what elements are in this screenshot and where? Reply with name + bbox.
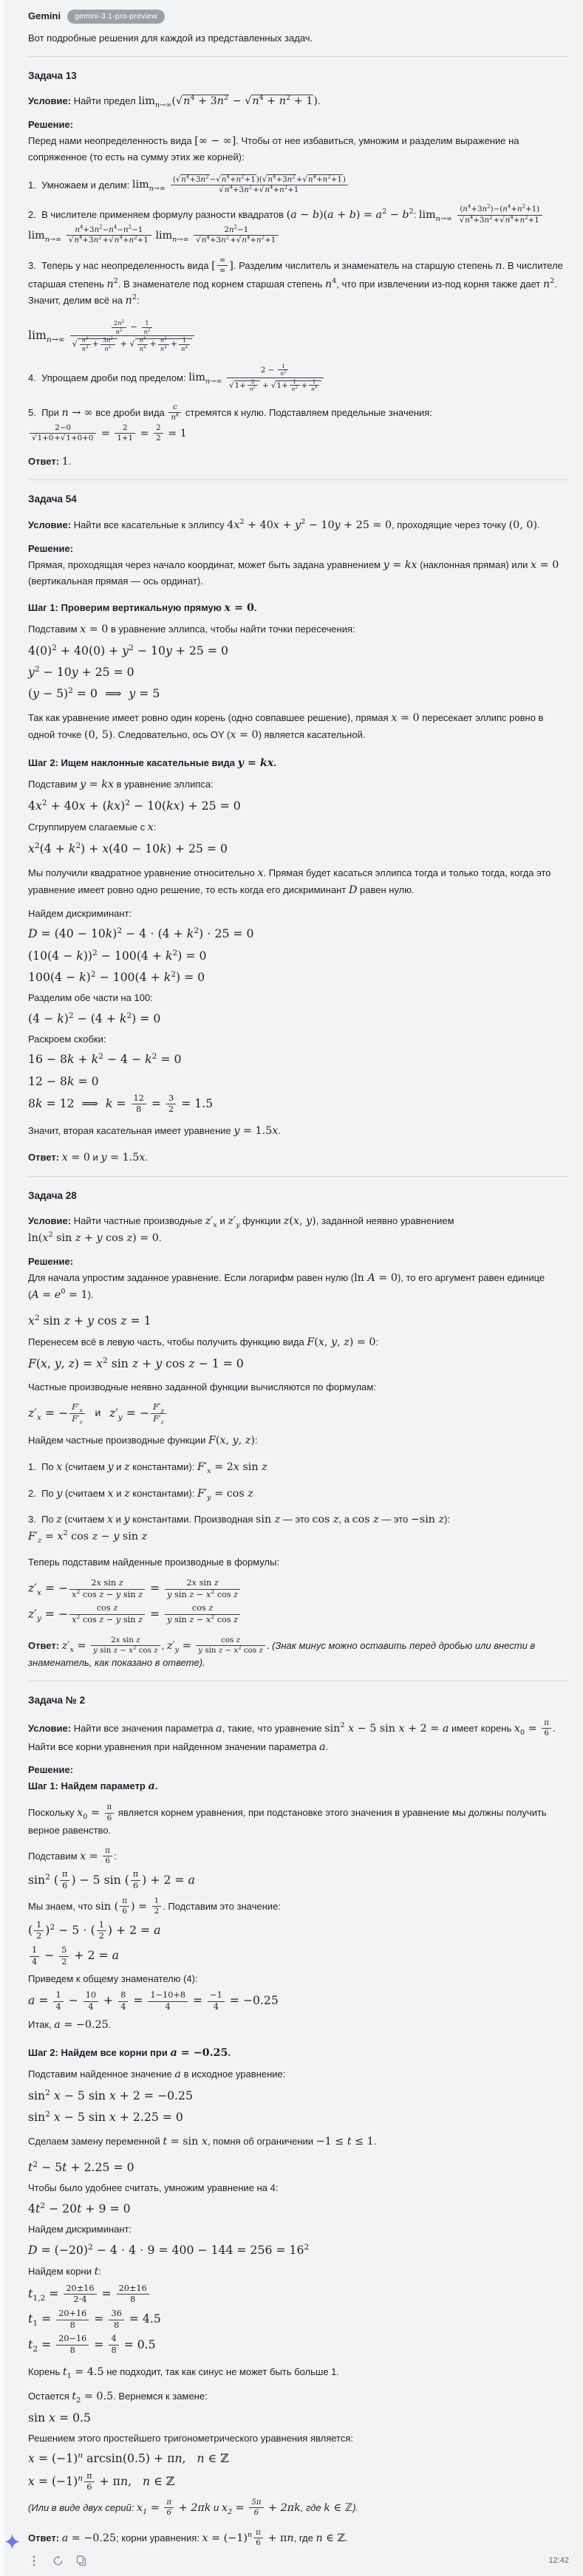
task-title: Задача № 2 [28, 1695, 86, 1706]
answer: Ответ: a = −0.25; корни уравнения: $x = (-1)^n$ $\frac{\pi}{6}$ + πn, где n ∈ ℤ. [28, 2527, 348, 2548]
condition: Условие: Найти все касательные к эллипсу $4x^2 + 40x + y^2 - 10y + 25 = 0$, проходящие через точку (0, 0). [28, 518, 540, 531]
intro-text: Вот подробные решения для каждой из представленных задач. [28, 32, 313, 44]
gemini-sparkle-icon [4, 2533, 21, 2550]
equation: $t_1$ = $\frac{20+16}{8}$ = $\frac{36}{8}$ = 4.5 [28, 2309, 161, 2330]
response-header [28, 9, 569, 24]
solution-intro: Решение: Шаг 1: Найдем параметр a. [28, 1764, 158, 1793]
paragraph: Подставим x = $\frac{\pi}{6}$ : [28, 1845, 117, 1866]
equation: $\frac{1}{4}$ − $\frac{5}{2}$ + 2 = a [28, 1945, 569, 1967]
section-divider [28, 1176, 569, 1177]
equation: $\lim_{n\to\infty}$ $\frac{2n^2}{n^2}$ − $\frac{1}{n^2}$ √ $\frac{n^4}{n^4}$ + $\frac{3n^2}{n^4}$ + √ $\frac{n^4}{n^4}$ + $\frac{n^2}{n^4}$ + $\frac{1}{n^4}$ [28, 319, 569, 352]
equation: $(4 - k)^2 - (4 + k^2) = 0$ [28, 1010, 161, 1025]
paragraph: Сгруппируем слагаемые с x: [28, 821, 157, 833]
solution-intro: Решение: Прямая, проходящая через начало координат, может быть задана уравнением y = kx (наклонная прямая) или x = 0 (вертикальная прямая — ось ординат). [28, 542, 559, 587]
equation: F(x, y, $z) = x^2$ sin z + y cos z − 1 = 0 [28, 1355, 244, 1370]
equation: $D = (-20)^2 - 4 \cdot 4 \cdot 9 = 400 - 144 = 256 = 16^2$ [28, 2241, 310, 2257]
app-name: Gemini [28, 10, 61, 21]
equation: $x^2$ sin z + y cos z = 1 [28, 1312, 151, 1328]
equation: $x = (-1)^n$ $\frac{\pi}{6}$ + πn, n ∈ ℤ [28, 2470, 175, 2493]
condition: Условие: Найти частные производные $z'_x$ и $z'_y$ функции z(x, y), заданной неявно уравнением $\ln(x^2$ sin z + y cos z) = 0. [28, 1215, 454, 1245]
equation: $D = (40 - 10k)^2 - 4 \cdot (4 + k^2) \cdot 25 = 0$ [28, 926, 254, 941]
paragraph: Мы знаем, что sin ( $\frac{\pi}{6}$ ) = $\frac{1}{2}$ . Подставим это значение: [28, 1896, 281, 1916]
step-heading: Шаг 1: Проверим вертикальную прямую x = 0. [28, 602, 257, 615]
task-title: Задача 54 [28, 493, 77, 505]
equation: $z'_y$ = − $\frac{\text{cos z}}{x^2 \cos z - y \sin z}$ = $\frac{\text{cos z}}{y \sin z - x^2 \cos z}$ [28, 1603, 569, 1625]
equation: $y^2 - 10y + 25 = 0$ [28, 663, 134, 680]
step-heading: Шаг 2: Ищем наклонные касательные вида y = kx. [28, 757, 276, 770]
list-item: 5. При n → ∞ все дроби вида $\frac{c}{n^k}$ стремятся к нулю. Подставляем предельные значения: 2−0 √ 1+0+ √ 1+0+0 = $\frac{2}{1+1}$ = $\frac{2}{2}$ = 1 [28, 403, 569, 444]
list-item: 4. Упрощаем дроби под пределом: $\lim_{n\to\infty}$ 2 − $\frac{1}{n^2}$ √ 1+ $\frac{3}{n^2}$ + √ 1+ $\frac{1}{n^2}$ + $\frac{1}{n^4}$ [28, 363, 569, 394]
list-item: 2. По y (считаем x и z константами): $F'_y = \cos z$ [28, 1487, 253, 1502]
answer: Ответ: $z'_x$ = $\frac{\text{2x sin z}}{y \sin z - x^2 \cos z}$ , $z'_y$ = $\frac{\text{cos z}}{y \sin z - x^2 \cos z}$ . (Знак минус можно оставить перед дробью или внести в знаменатель, как показано в ответе). [28, 1635, 536, 1669]
list-item: 3. Теперь у нас неопределенность вида [ ∞ ∞ ]. Разделим числитель и знаменатель на старшую степень n. В числителе старшая степень $n^2$. В знаменателе под корнем старшая степень $n^4$, что при извлечении из-под корня также дает $n^2$. Значит, делим всё на $n^2$: [28, 255, 563, 307]
equation: sin x = 0.5 [28, 2410, 92, 2425]
paragraph: Поскольку $x_0$ = $\frac{\pi}{6}$ является корнем уравнения, при подстановке этого значения в уравнение мы должны получить верное равенство. [28, 1803, 547, 1836]
paragraph: Перенесем всё в левую часть, чтобы получить функцию вида F(x, y, z) = 0: [28, 1336, 379, 1348]
equation: $4t^2 - 20t + 9 = 0$ [28, 2200, 131, 2215]
paragraph: Подставим найденное значение a в исходное уравнение: [28, 2068, 286, 2081]
timestamp: 12:42 [548, 2555, 569, 2565]
equation: ( $\frac{1}{2}$ )$^2$ − 5 ⋅ ( $\frac{1}{2}$ ) + 2 = a [28, 1919, 161, 1941]
paragraph: Значит, вторая касательная имеет уравнение y = 1.5x. [28, 1124, 281, 1137]
paragraph: Раскроем скобки: [28, 1033, 106, 1045]
message-footer [28, 2554, 569, 2567]
equation: a = $\frac{1}{4}$ − $\frac{10}{4}$ + $\frac{8}{4}$ = $\frac{1-10+8}{4}$ = $\frac{-1}{4}$ = −0.25 [28, 1990, 279, 2012]
equation: $\sin^2 x - 5$ sin x + 2 = −0.25 [28, 2087, 193, 2102]
list-item: 3. По z (считаем x и y константами. Производная sin z — это cos z, а cos z — это −sin z): $F'_z = x^2$ cos z − y sin z [28, 1514, 451, 1545]
equation: 8k = 12 ⟹ k = $\frac{12}{8}$ = $\frac{3}{2}$ = 1.5 [28, 1093, 214, 1115]
equation: $t^2 - 5t + 2.25 = 0$ [28, 2159, 134, 2175]
equation: $\sin^2$ ( $\frac{\pi}{6}$ ) − 5 sin ( $\frac{\pi}{6}$ ) + 2 = a [28, 1869, 195, 1891]
model-badge: gemini-3.1-pro-preview [67, 10, 165, 24]
more-options-icon[interactable] [28, 2555, 40, 2566]
equation: $(y - 5)^2 = 0$ ⟹ y = 5 [28, 686, 160, 701]
equation: $t_{1,2}$ = $\frac{20\pm 16}{2\cdot 4}$ = $\frac{20\pm 16}{8}$ [28, 2283, 569, 2306]
paragraph: Найдем дискриминант: [28, 2224, 132, 2235]
paragraph: Найдем дискриминант: [28, 907, 132, 919]
paragraph: Найдем частные производные функции F(x, y, z): [28, 1434, 258, 1446]
equation: $t_2$ = $\frac{20-16}{8}$ = $\frac{4}{8}$ = 0.5 [28, 2334, 156, 2356]
list-item: 2. В числителе применяем формулу разности квадратов $(a - b)(a + b) = a^2 - b^2$: $\lim_{n\to\infty}$ $(n^4+3n^2)-(n^4+n^2+1)$ √ $n^4+3n^2+$ √ $n^4+n^2+1$ $\lim_{n\to\infty}$ $n^4+3n^2-n^4-n^2-1$ √ $n^4+3n^2+$ √ $n^4+n^2+1$ $\lim_{n\to\infty}$ $2n^2-1$ √ $n^4+3n^2+$ √ $n^4+n^2+1$ [28, 205, 569, 246]
paragraph: Сделаем замену переменной t = sin x, помня об ограничении −1 ≤ t ≤ 1. [28, 2136, 377, 2148]
regenerate-icon[interactable] [52, 2555, 64, 2566]
paragraph: Остается $t_2 = 0.5$. Вернемся к замене: [28, 2390, 208, 2405]
section-divider [28, 479, 569, 480]
solution-intro: Решение: Перед нами неопределенность вида [∞ − ∞]. Чтобы от нее избавиться, умножим и разделим выражение на сопряженное (то есть на сумму этих же корней): [28, 119, 519, 163]
paragraph: Чтобы было удобнее считать, умножим уравнение на 4: [28, 2182, 279, 2194]
step-heading: Шаг 2: Найдем все корни при a = −0.25. [28, 2047, 231, 2060]
equation: $x^2(4 + k^2) + x(40 - 10k) + 25 = 0$ [28, 840, 228, 855]
paragraph: Найдем корни t: [28, 2265, 101, 2278]
equation: $\sin^2 x - 5$ sin x + 2.25 = 0 [28, 2108, 183, 2125]
paragraph: Корень $t_1 = 4.5$ не подходит, так как синус не может быть больше 1. [28, 2365, 340, 2380]
list-item: 1. По x (считаем y и z константами): $F'_x = 2x$ sin z [28, 1460, 267, 1475]
answer: Ответ: x = 0 и y = 1.5x. [28, 1151, 149, 1164]
section-divider [28, 56, 569, 57]
solution-intro: Решение: Для начала упростим заданное уравнение. Если логарифм равен нулю (ln A = 0), то его аргумент равен единице $(A = e^0 = 1)$. [28, 1256, 545, 1301]
list-item: 1. Умножаем и делим: $\lim_{n\to\infty}$ ( √ $n^4+3n^2-$ √ $n^4+n^2+1$)( √ $n^4+3n^2+$ √ $n^4+n^2+1$) √ $n^4+3n^2+$ √ $n^4+n^2+1$ [28, 175, 569, 196]
paragraph: Подставим x = 0 в уравнение эллипса, чтобы найти точки пересечения: [28, 623, 355, 636]
equation: 12 − 8k = 0 [28, 1073, 99, 1088]
paragraph: Частные производные неявно заданной функции вычисляются по формулам: [28, 1381, 376, 1393]
paragraph: Подставим y = kx в уравнение эллипса: [28, 779, 214, 790]
copy-icon[interactable] [75, 2555, 87, 2566]
equation: $(10(4 - k))^2 - 100(4 + k^2) = 0$ [28, 947, 207, 963]
tasks-container [28, 56, 569, 2549]
paragraph: Итак, a = −0.25. [28, 2019, 112, 2032]
paragraph: Так как уравнение имеет ровно один корень (одно совпавшее решение), прямая x = 0 пересекает эллипс ровно в одной точке (0, 5). Следовательно, ось OY (x = 0) является касательной. [28, 712, 544, 742]
paragraph: Решением этого простейшего тригонометрического уравнения является: [28, 2432, 353, 2444]
equation: $4x^2 + 40x + (kx)^2 - 10(kx) + 25 = 0$ [28, 797, 241, 813]
paragraph: Разделим обе части на 100: [28, 991, 153, 1003]
condition: Условие: Найти все значения параметра a, такие, что уравнение $\sin^2 x - 5$ sin x + 2 = a имеет корень $x_0$ = $\frac{\pi}{6}$ . Найти все корни уравнения при найденном значении параметра a. [28, 1718, 556, 1753]
equation: $z'_x$ = − $\frac{\text{2x sin z}}{x^2 \cos z - y \sin z}$ = $\frac{\text{2x sin z}}{y \sin z - x^2 \cos z}$ [28, 1578, 569, 1600]
answer: Ответ: 1. [28, 455, 72, 468]
paragraph: Мы получили квадратное уравнение относительно x. Прямая будет касаться эллипса тогда и только тогда, когда это уравнение имеет ровно одно решение, то есть когда его дискриминант D равен нулю. [28, 867, 551, 896]
equation: $100(4 - k)^2 - 100(4 + k^2) = 0$ [28, 968, 205, 984]
paragraph: Теперь подставим найденные производные в формулы: [28, 1557, 280, 1568]
note-italic: (Или в виде двух серий: $x_1$ = $\frac{\pi}{6}$ + 2πk и $x_2$ = $\frac{5\pi}{6}$ + 2πk, где k ∈ ℤ). [28, 2497, 359, 2518]
paragraph: Приведем к общему знаменателю (4): [28, 1973, 198, 1985]
equation: $4(0)^2 + 40(0) + y^2 - 10y + 25 = 0$ [28, 642, 228, 658]
equation: $z'_x$ = − $\frac{F'_x}{F'_z}$ и $z'_y$ = − $\frac{F'_y}{F'_z}$ [28, 1402, 569, 1424]
equation: $16 - 8k + k^2 - 4 - k^2 = 0$ [28, 1051, 182, 1067]
task-title: Задача 28 [28, 1189, 77, 1201]
equation: $x = (-1)^n$ arcsin(0.5) + πn, n ∈ ℤ [28, 2450, 229, 2466]
condition: Условие: Найти предел $\lim_{n\to\infty}$( √ $n^4 + 3n^2$ − √ $n^4 + n^2 + 1$). [28, 93, 569, 110]
task-title: Задача 13 [28, 69, 77, 81]
